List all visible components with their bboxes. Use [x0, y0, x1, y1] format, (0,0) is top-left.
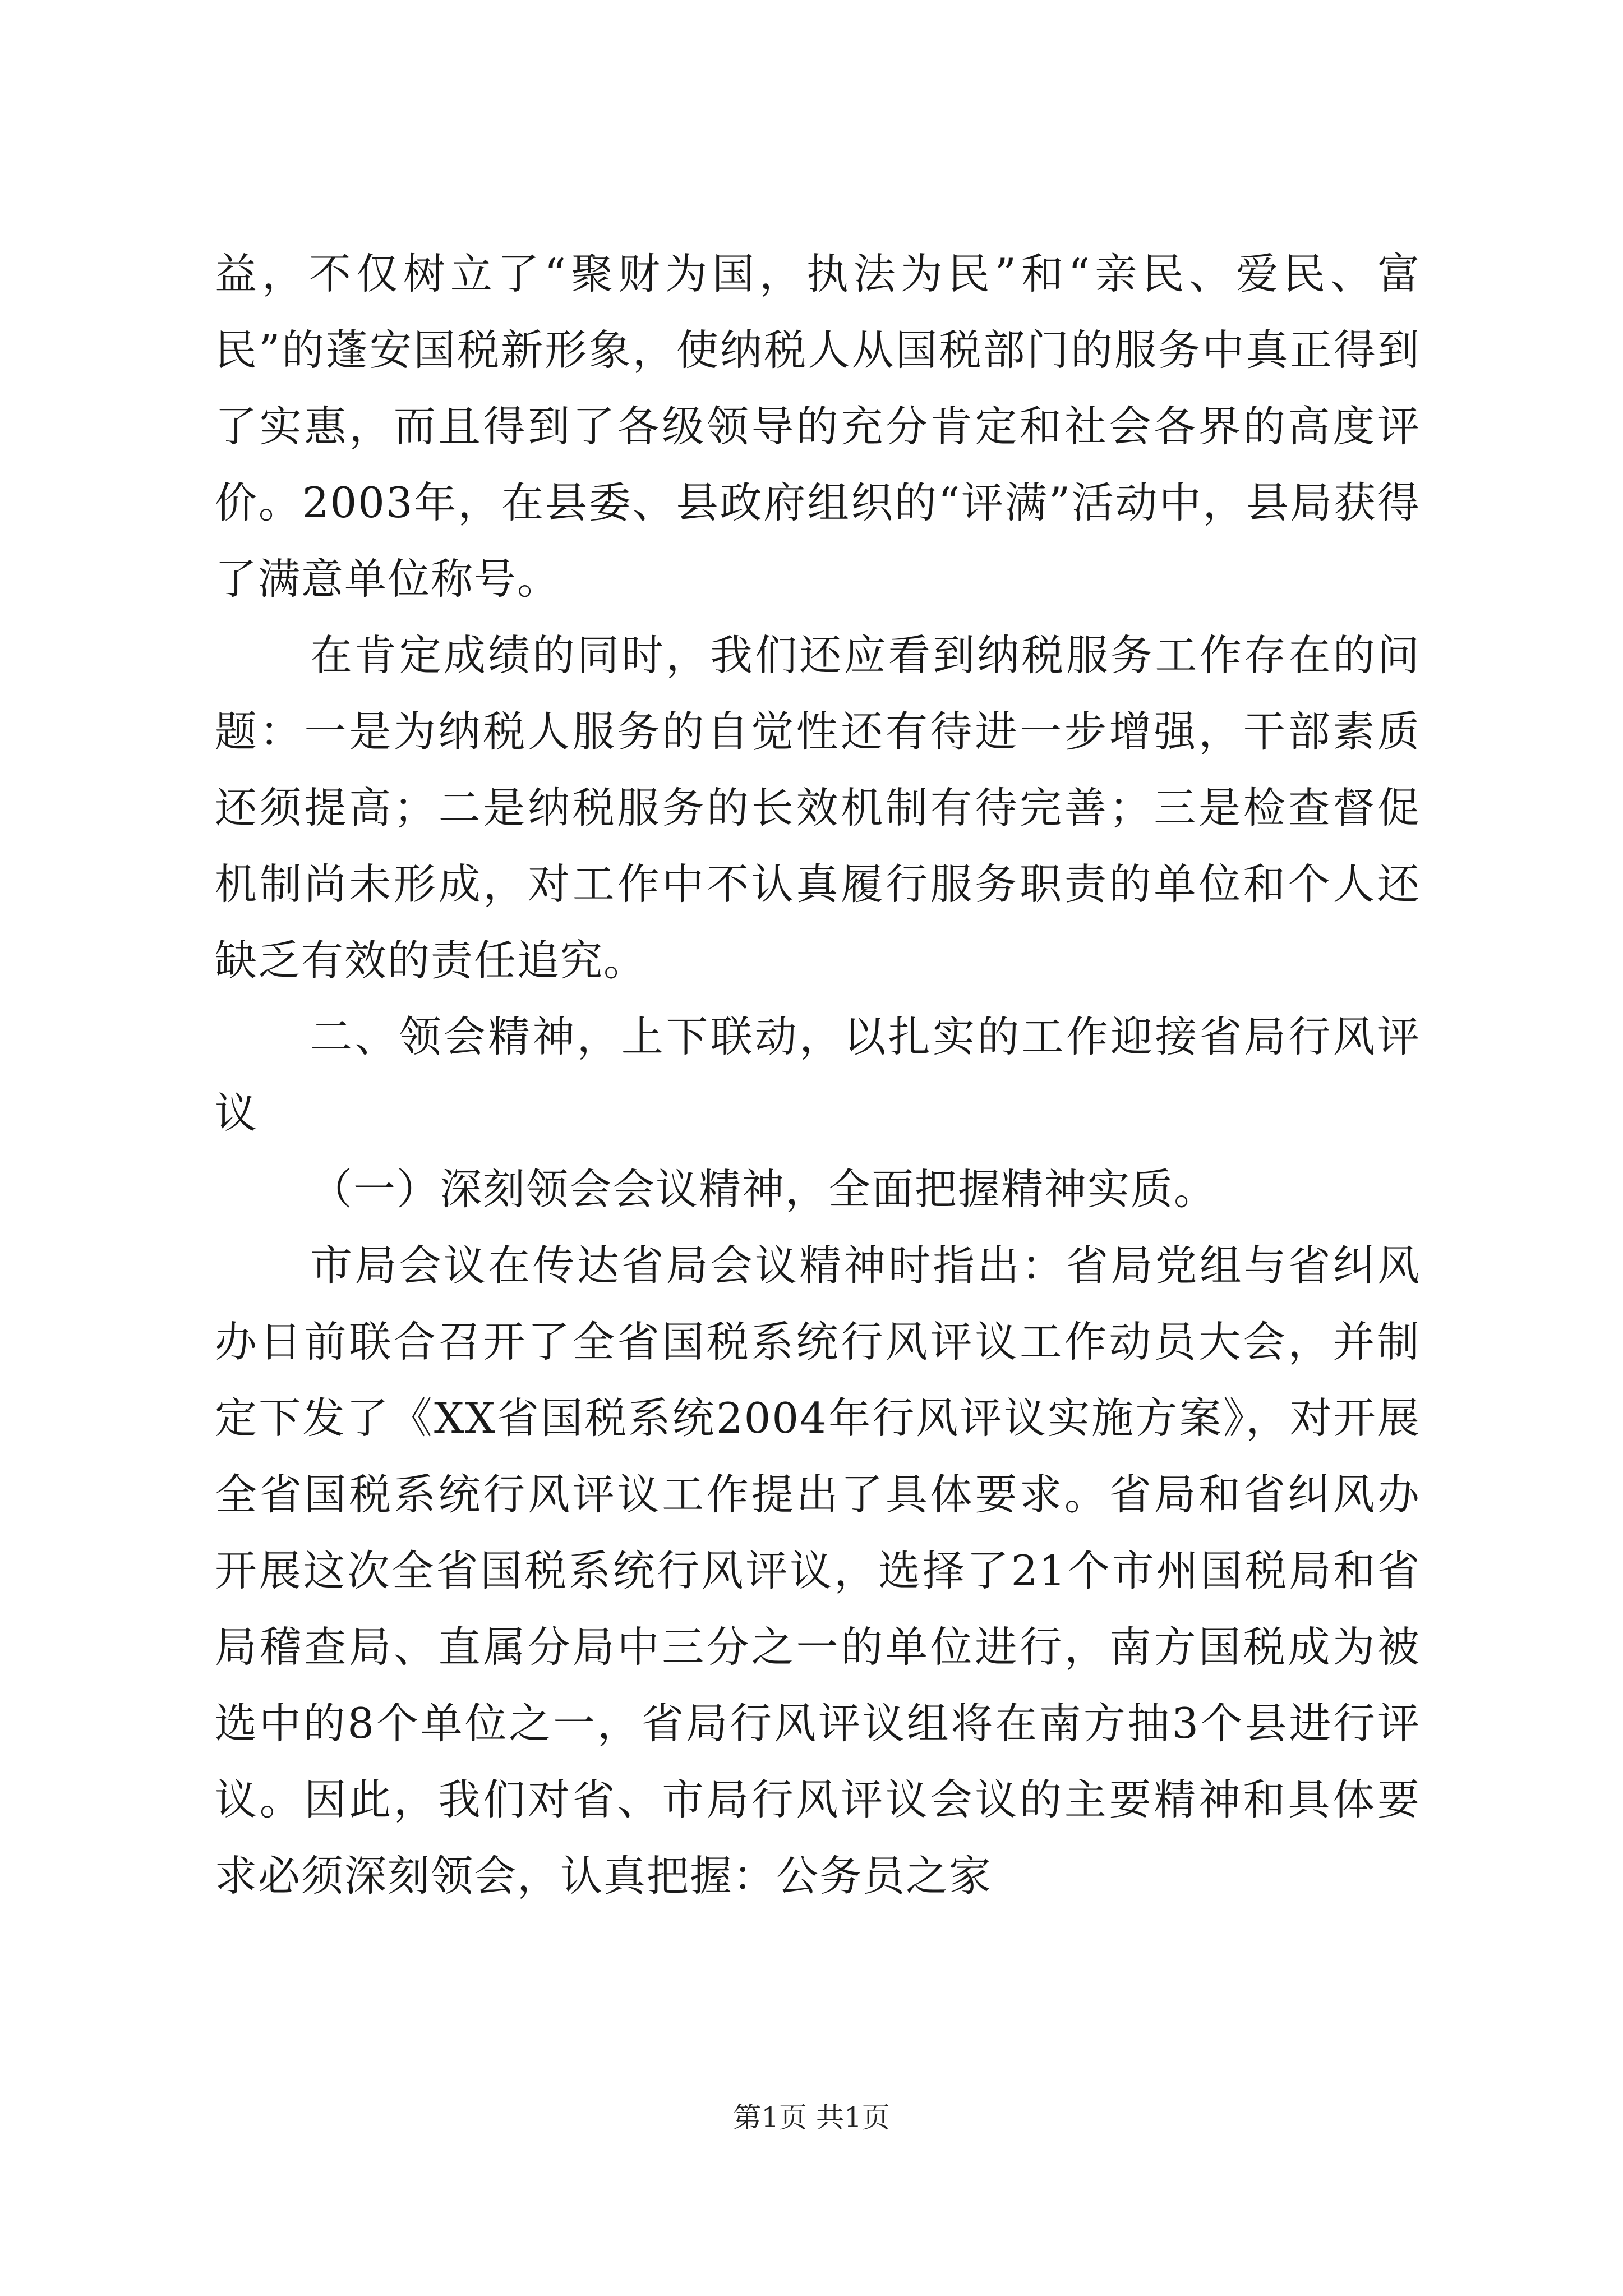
document-body [215, 236, 1421, 1914]
paragraph-meeting-spirit: 市局会议在传达省局会议精神时指出：省局党组与省纠风办日前联合召开了全省国税系统行风评议工作动员大会，并制定下发了《XX省国税系统2004年行风评议实施方案》，对开展全省国税系统行风评议工作提出了具体要求。省局和省纠风办开展这次全省国税系统行风评议，选择了21个市州国税局和省局稽查局、直属分局中三分之一的单位进行，南方国税成为被选中的8个单位之一，省局行风评议组将在南方抽3个县进行评议。因此，我们对省、市局行风评议会议的主要精神和具体要求必须深刻领会，认真把握：公务员之家 [215, 1241, 1421, 1901]
paragraph-continuation: 益，不仅树立了“聚财为国，执法为民”和“亲民、爱民、富民”的蓬安国税新形象，使纳税人从国税部门的服务中真正得到了实惠，而且得到了各级领导的充分肯定和社会各界的高度评价。2003年，在县委、县政府组织的“评满”活动中，县局获得了满意单位称号。 [215, 249, 1421, 604]
page-footer: 第1页 共1页 [733, 2101, 890, 2134]
section-heading: 二、领会精神，上下联动，以扎实的工作迎接省局行风评议 [215, 1012, 1421, 1138]
subsection-heading: （一）深刻领会会议精神，全面把握精神实质。 [310, 1165, 1218, 1214]
paragraph-problems: 在肯定成绩的同时，我们还应看到纳税服务工作存在的问题：一是为纳税人服务的自觉性还有待进一步增强，干部素质还须提高；二是纳税服务的长效机制有待完善；三是检查督促机制尚未形成，对工作中不认真履行服务职责的单位和个人还缺乏有效的责任追究。 [215, 631, 1421, 985]
